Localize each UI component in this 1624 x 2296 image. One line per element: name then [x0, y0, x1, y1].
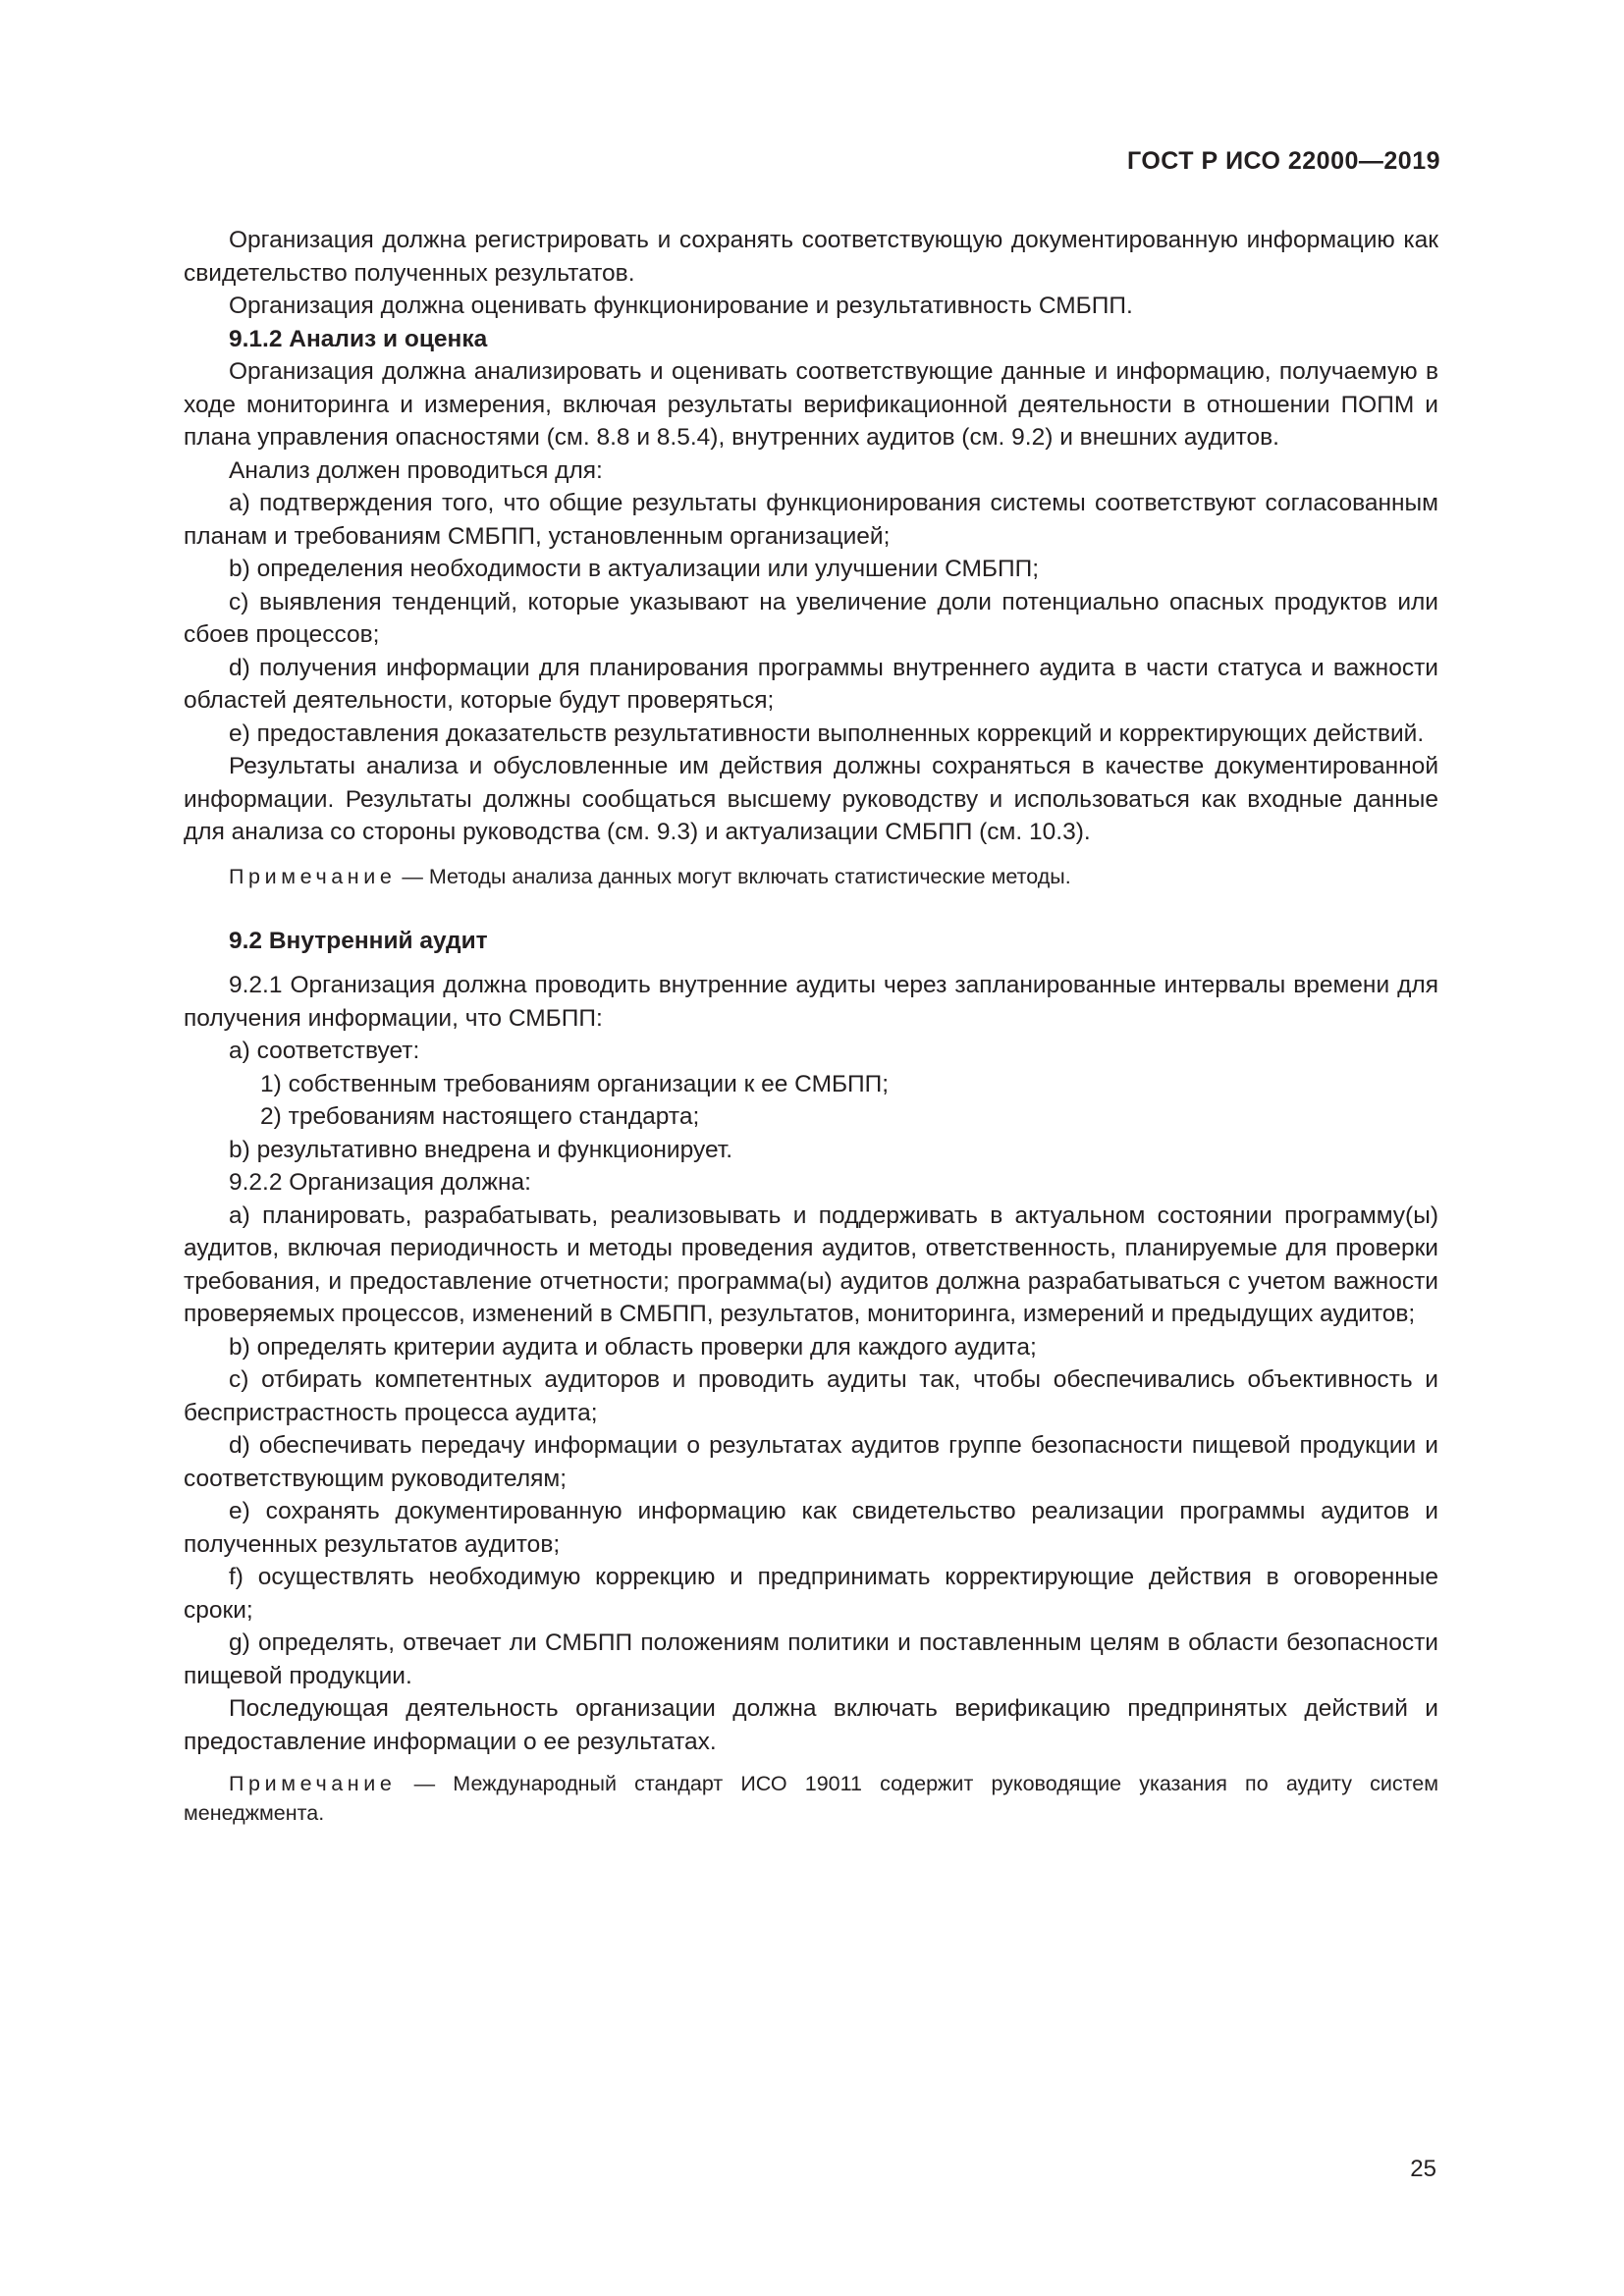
note — [184, 862, 1438, 891]
list-item: e) сохранять документированную информацию как свидетельство реализации программы аудитов и полученных результатов аудитов; — [184, 1498, 1438, 1558]
paragraph: Результаты анализа и обусловленные им действия должны сохраняться в качестве документированной информации. Результаты должны сообщаться высшему руководству и использоваться как входные данные для анализа со стороны руководства (см. 9.3) и актуализации СМБПП (см. 10.3). — [184, 753, 1438, 845]
list-item: g) определять, отвечает ли СМБПП положениям политики и поставленным целям в области безопасности пищевой продукции. — [184, 1629, 1438, 1689]
list-item: c) выявления тенденций, которые указывают на увеличение доли потенциально опасных продуктов или сбоев процессов; — [184, 588, 1438, 648]
list-item: f) осуществлять необходимую коррекцию и предпринимать корректирующие действия в оговоренные сроки; — [184, 1564, 1438, 1624]
list-subitem: 1) собственным требованиям организации к ее СМБПП; — [260, 1070, 890, 1097]
section-heading: 9.1.2 Анализ и оценка — [229, 325, 488, 352]
note-label: Примечание — [229, 864, 397, 888]
list-item: b) определения необходимости в актуализации или улучшении СМБПП; — [229, 556, 1039, 582]
document-body — [184, 224, 1438, 1828]
list-item: c) отбирать компетентных аудиторов и проводить аудиты так, чтобы обеспечивались объективность и беспристрастность процесса аудита; — [184, 1366, 1438, 1426]
list-item: a) соответствует: — [229, 1038, 420, 1064]
note-label: Примечание — [229, 1772, 397, 1795]
section-heading: 9.2 Внутренний аудит — [229, 927, 488, 954]
paragraph: Организация должна регистрировать и сохранять соответствующую документированную информацию как свидетельство полученных результатов. — [184, 227, 1438, 287]
note-text: — Методы анализа данных могут включать статистические методы. — [396, 864, 1071, 888]
paragraph: Последующая деятельность организации должна включать верификацию предпринятых действий и предоставление информации о ее результатах. — [184, 1695, 1438, 1755]
list-item: b) определять критерии аудита и область проверки для каждого аудита; — [229, 1333, 1037, 1361]
list-item: b) результативно внедрена и функционирует. — [229, 1136, 733, 1163]
paragraph: Организация должна анализировать и оценивать соответствующие данные и информацию, получаемую в ходе мониторинга и измерения, включая результаты верификационной деятельности в отношении ПОПМ и плана управления опасностями (см. 8.8 и 8.5.4), внутренних аудитов (см. 9.2) и внешних аудитов. — [184, 358, 1438, 451]
list-item: e) предоставления доказательств результативности выполненных коррекций и корректирующих действий. — [229, 720, 1425, 747]
list-item: d) обеспечивать передачу информации о результатах аудитов группе безопасности пищевой продукции и соответствующим руководителям; — [184, 1432, 1438, 1492]
document-header: ГОСТ Р ИСО 22000—2019 — [1127, 147, 1440, 175]
list-item: a) планировать, разрабатывать, реализовывать и поддерживать в актуальном состоянии программу(ы) аудитов, включая периодичность и методы проведения аудитов, ответственность, планируемые для проверки требования, и предоставление отчетности; программа(ы) аудитов должна разрабатываться с учетом важности проверяемых процессов, изменений в СМБПП, результатов, мониторинга, измерений и предыдущих аудитов; — [184, 1201, 1438, 1327]
paragraph: Организация должна оценивать функционирование и результативность СМБПП. — [229, 293, 1133, 319]
paragraph: Анализ должен проводиться для: — [229, 456, 603, 484]
note-text: — Международный стандарт ИСО 19011 содержит руководящие указания по аудиту систем менеджмента. — [184, 1772, 1438, 1825]
paragraph: 9.2.2 Организация должна: — [229, 1169, 531, 1196]
page-number: 25 — [1410, 2156, 1436, 2182]
list-subitem: 2) требованиям настоящего стандарта; — [260, 1103, 700, 1130]
note — [184, 1769, 1438, 1828]
list-item: d) получения информации для планирования программы внутреннего аудита в части статуса и важности областей деятельности, которые будут проверяться; — [184, 654, 1438, 714]
paragraph: 9.2.1 Организация должна проводить внутренние аудиты через запланированные интервалы времени для получения информации, что СМБПП: — [184, 972, 1438, 1032]
list-item: a) подтверждения того, что общие результаты функционирования системы соответствуют согласованным планам и требованиям СМБПП, установленным организацией; — [184, 490, 1438, 550]
